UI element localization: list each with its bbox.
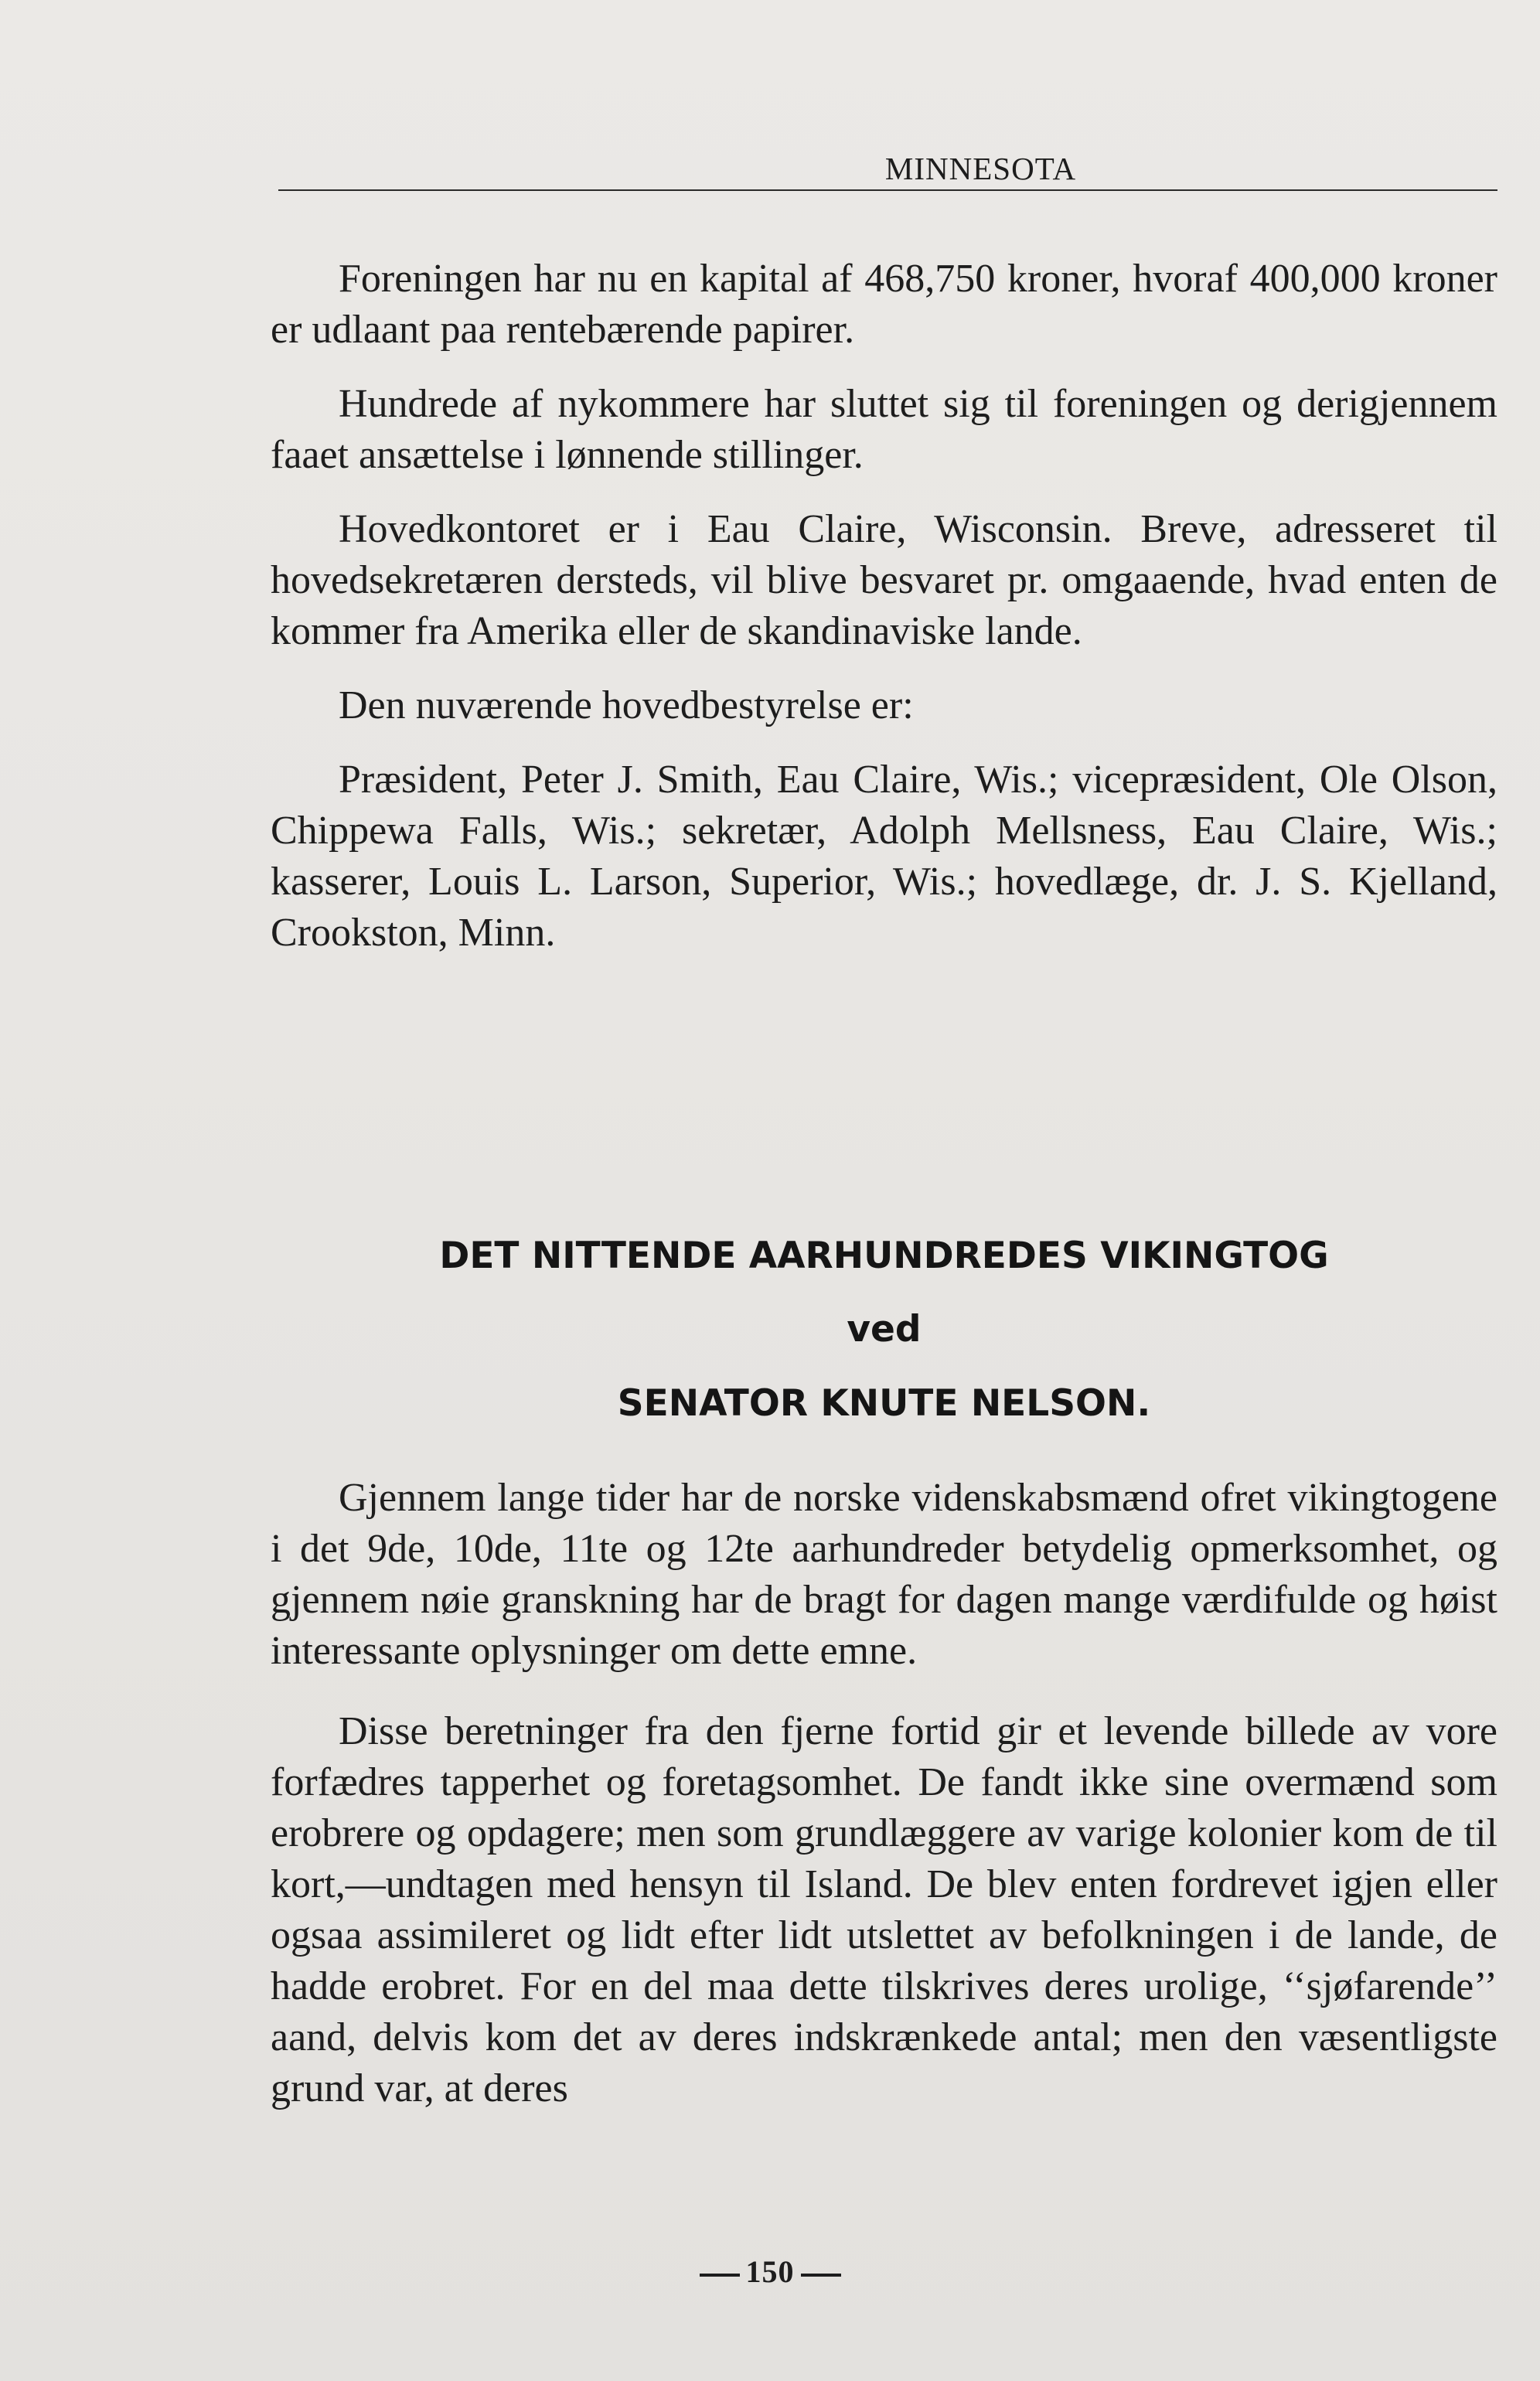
article-heading	[271, 1235, 1497, 1425]
folio-dash-left	[700, 2274, 740, 2277]
page-number	[0, 2253, 1540, 2290]
article-body	[271, 1473, 1497, 2144]
paragraph-board-intro: Den nuværende hovedbestyrelse er:	[339, 683, 914, 727]
paragraph-headquarters: Hovedkontoret er i Eau Claire, Wisconsin. Breve, adresseret til hovedsekretæren dersteds, vil blive besvaret pr. omgaaende, hvad enten de kommer fra Amerika eller de skandinaviske lande.	[271, 507, 1497, 653]
running-header	[278, 153, 1497, 191]
article-author: SENATOR KNUTE NELSON.	[617, 1381, 1151, 1425]
article-title: DET NITTENDE AARHUNDREDES VIKINGTOG	[439, 1235, 1329, 1277]
folio-dash-right	[801, 2274, 841, 2277]
running-header-title: MINNESOTA	[884, 151, 1077, 186]
article-paragraph-accounts: Disse beretninger fra den fjerne fortid gir et levende billede av vore forfædres tapperhet og foretagsomhet. De fandt ikke sine overmænd som erobrere og opdagere; men som grundlæggere av varige kolonier kom de til kort,—undtagen med hensyn til Island. De blev enten fordrevet igjen eller ogsaa assimileret og lidt efter lidt utslettet av befolkningen i de lande, de hadde erobret. For en del maa dette tilskrives deres urolige, ‘‘sjøfarende’’ aand, delvis kom det av deres indskrænkede antal; men den væsentligste grund var, at deres	[271, 1709, 1497, 2110]
paragraph-board-members: Præsident, Peter J. Smith, Eau Claire, Wis.; vicepræsident, Ole Olson, Chippewa Falls, Wis.; sekretær, Adolph Mellsness, Eau Claire, Wis.; kasserer, Louis L. Larson, Superior, Wis.; hovedlæge, dr. J. S. Kjelland, Crookston, Minn.	[271, 758, 1497, 955]
article-byline-connector: ved	[847, 1308, 922, 1351]
article-paragraph-intro: Gjennem lange tider har de norske videnskabsmænd ofret vikingtogene i det 9de, 10de, 11te og 12te aarhundreder betydelig opmerksomhet, og gjennem nøie granskning har de bragt for dagen mange værdifulde og høist interessante oplysninger om dette emne.	[271, 1476, 1497, 1673]
society-section	[271, 254, 1497, 982]
paragraph-capital: Foreningen har nu en kapital af 468,750 kroner, hvoraf 400,000 kroner er udlaant paa rentebærende papirer.	[271, 257, 1497, 352]
page-number-value: 150	[745, 2254, 795, 2289]
paragraph-newcomers: Hundrede af nykommere har sluttet sig til foreningen og derigjennem faaet ansættelse i lønnende stillinger.	[271, 382, 1497, 477]
